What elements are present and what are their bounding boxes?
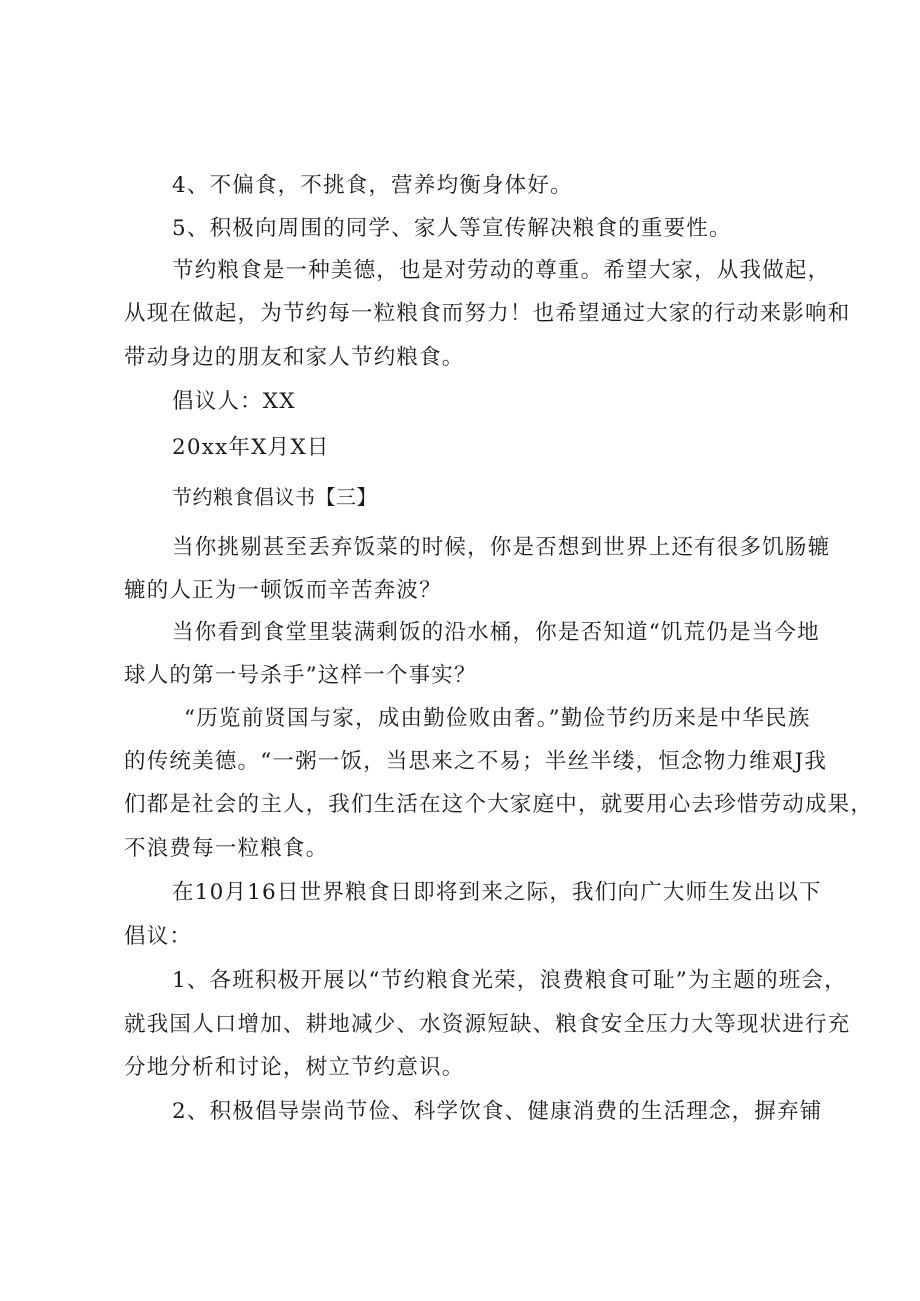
list-item-5: 5、积极向周围的同学、家人等宣传解决粮食的重要性。	[172, 216, 732, 241]
paragraph-line: 倡议：	[124, 924, 193, 949]
paragraph-line: “历览前贤国与家，成由勤俭败由奢。”勤俭节约历来是中华民族	[184, 706, 811, 731]
paragraph-line: 分地分析和讨论，树立节约意识。	[124, 1055, 465, 1080]
list-item-1: 1、各班积极开展以“节约粮食光荣，浪费粮食可耻”为主题的班会，	[172, 968, 847, 993]
paragraph-line: 球人的第一号杀手”这样一个事实？	[124, 663, 477, 688]
signature-initiator: 倡议人：XX	[172, 389, 296, 414]
paragraph-line: 当你看到食堂里装满剩饭的沿水桶，你是否知道“饥荒仍是当今地	[172, 620, 820, 645]
paragraph-line: 带动身边的朋友和家人节约粮食。	[124, 345, 465, 370]
section-heading: 节约粮食倡议书【三】	[172, 485, 377, 509]
paragraph-line: 当你挑剔甚至丢弃饭菜的时候，你是否想到世界上还有很多饥肠辘	[172, 535, 831, 560]
list-item-2: 2、积极倡导崇尚节俭、科学饮食、健康消费的生活理念，摒弃铺	[172, 1099, 823, 1124]
paragraph-line: 的传统美德。“一粥一饭，当思来之不易；半丝半缕，恒念物力维艰J我	[124, 749, 828, 774]
paragraph-line: 从现在做起，为节约每一粒粮食而努力！也希望通过大家的行动来影响和	[124, 301, 851, 326]
paragraph-line: 就我国人口增加、耕地减少、水资源短缺、粮食安全压力大等现状进行充	[124, 1012, 851, 1037]
paragraph-line: 辘的人正为一顿饭而辛苦奔波？	[124, 578, 442, 603]
paragraph-line: 在10月16日世界粮食日即将到来之际，我们向广大师生发出以下	[172, 880, 822, 905]
paragraph-line: 不浪费每一粒粮食。	[124, 836, 329, 861]
paragraph-line: 节约粮食是一种美德，也是对劳动的尊重。希望大家，从我做起，	[172, 258, 831, 283]
list-item-4: 4、不偏食，不挑食，营养均衡身体好。	[172, 173, 573, 198]
signature-date: 20xx年X月X日	[172, 435, 330, 460]
paragraph-line: 们都是社会的主人，我们生活在这个大家庭中，就要用心去珍惜劳动成果，	[124, 792, 874, 817]
